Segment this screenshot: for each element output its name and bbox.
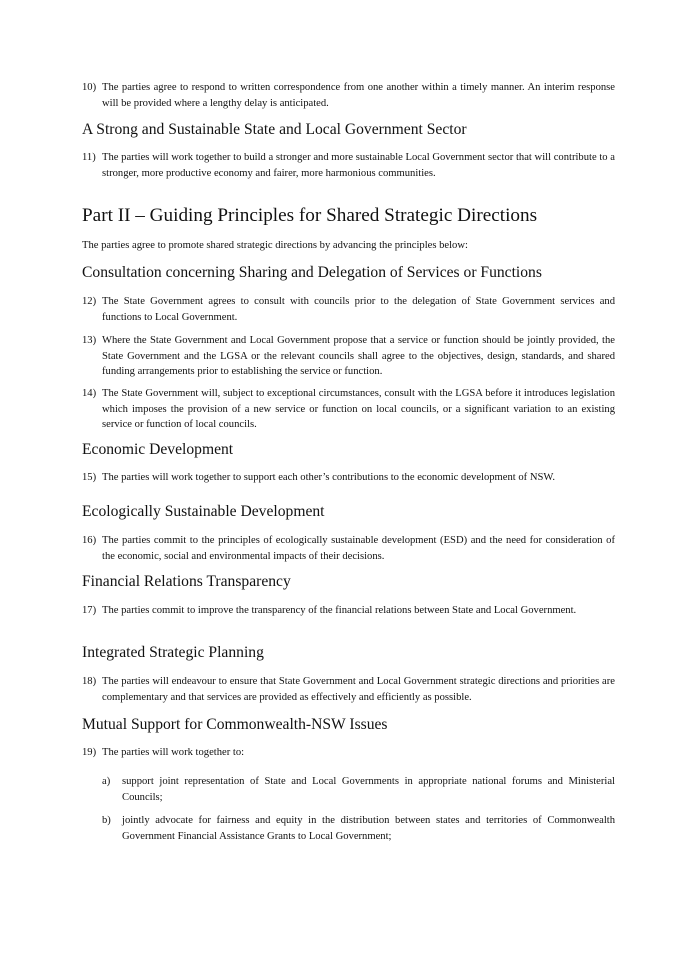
list-item-text: support joint representation of State and Local Governments in appropriate national forums and Ministerial Councils; [122,776,615,803]
paragraph-16 [82,533,615,564]
paragraph-text: The parties will endeavour to ensure that State Government and Local Government strategic directions and priorities are complementary and that services are provided as effectively and efficiently as possible. [102,676,615,703]
paragraph-number: 12) [82,296,97,307]
paragraph-18 [82,674,615,705]
paragraph-19b [102,813,615,844]
heading-strategic-planning: Integrated Strategic Planning [82,644,264,661]
paragraph-text: The State Government will, subject to exceptional circumstances, consult with the LGSA before it introduces legislation which imposes the provision of a new service or function on local councils, or a significant variation to an existing service or function of local councils. [102,388,615,430]
paragraph-text: The parties will work together to: [102,747,245,758]
heading-economic-development: Economic Development [82,441,234,458]
heading-strong-sector: A Strong and Sustainable State and Local Government Sector [82,121,467,138]
paragraph-14 [82,386,615,433]
paragraph-13 [82,333,615,380]
paragraph-number: 11) [82,152,96,163]
paragraph-19 [82,745,615,761]
paragraph-number: 14) [82,388,97,399]
list-marker: a) [102,776,111,787]
paragraph-text: The parties commit to the principles of ecologically sustainable development (ESD) and the need for consideration of the economic, social and environmental impacts of their decisions. [102,535,615,562]
paragraph-text: Where the State Government and Local Government propose that a service or function should be jointly provided, the State Government and the LGSA or the relevant councils shall agree to the objectives, design, standards, and shared funding arrangements prior to establishing the service or function. [102,335,615,377]
paragraph-number: 10) [82,82,97,93]
list-item-text: jointly advocate for fairness and equity in the distribution between states and territories of Commonwealth Government Financial Assistance Grants to Local Government; [122,815,615,842]
paragraph-12 [82,294,615,325]
list-marker: b) [102,815,111,826]
paragraph-text: The parties agree to respond to written correspondence from one another within a timely manner. An interim response will be provided where a lengthy delay is anticipated. [102,82,615,109]
paragraph-17 [82,603,615,619]
paragraph-number: 17) [82,605,97,616]
paragraph-text: The parties will work together to build a stronger and more sustainable Local Government sector that will contribute to a stronger, more productive economy and fairer, more harmonious communities. [102,152,615,179]
paragraph-text: The parties will work together to support each other’s contributions to the economic development of NSW. [102,472,556,483]
paragraph-11 [82,150,615,181]
paragraph-number: 15) [82,472,97,483]
heading-part-2: Part II – Guiding Principles for Shared Strategic Directions [82,205,538,226]
paragraph-text: The parties commit to improve the transparency of the financial relations between State and Local Government. [102,605,577,616]
heading-mutual-support: Mutual Support for Commonwealth-NSW Issues [82,716,388,733]
paragraph-15 [82,470,615,486]
paragraph-10 [82,80,615,111]
paragraph-19a [102,774,615,805]
heading-consultation: Consultation concerning Sharing and Delegation of Services or Functions [82,264,542,281]
part-2-intro: The parties agree to promote shared strategic directions by advancing the principles below: [82,240,468,251]
paragraph-number: 18) [82,676,97,687]
paragraph-text: The State Government agrees to consult with councils prior to the delegation of State Government services and functions to Local Government. [102,296,615,323]
heading-esd: Ecologically Sustainable Development [82,503,325,520]
paragraph-number: 13) [82,335,97,346]
paragraph-number: 16) [82,535,97,546]
paragraph-number: 19) [82,747,97,758]
heading-financial-transparency: Financial Relations Transparency [82,573,291,590]
